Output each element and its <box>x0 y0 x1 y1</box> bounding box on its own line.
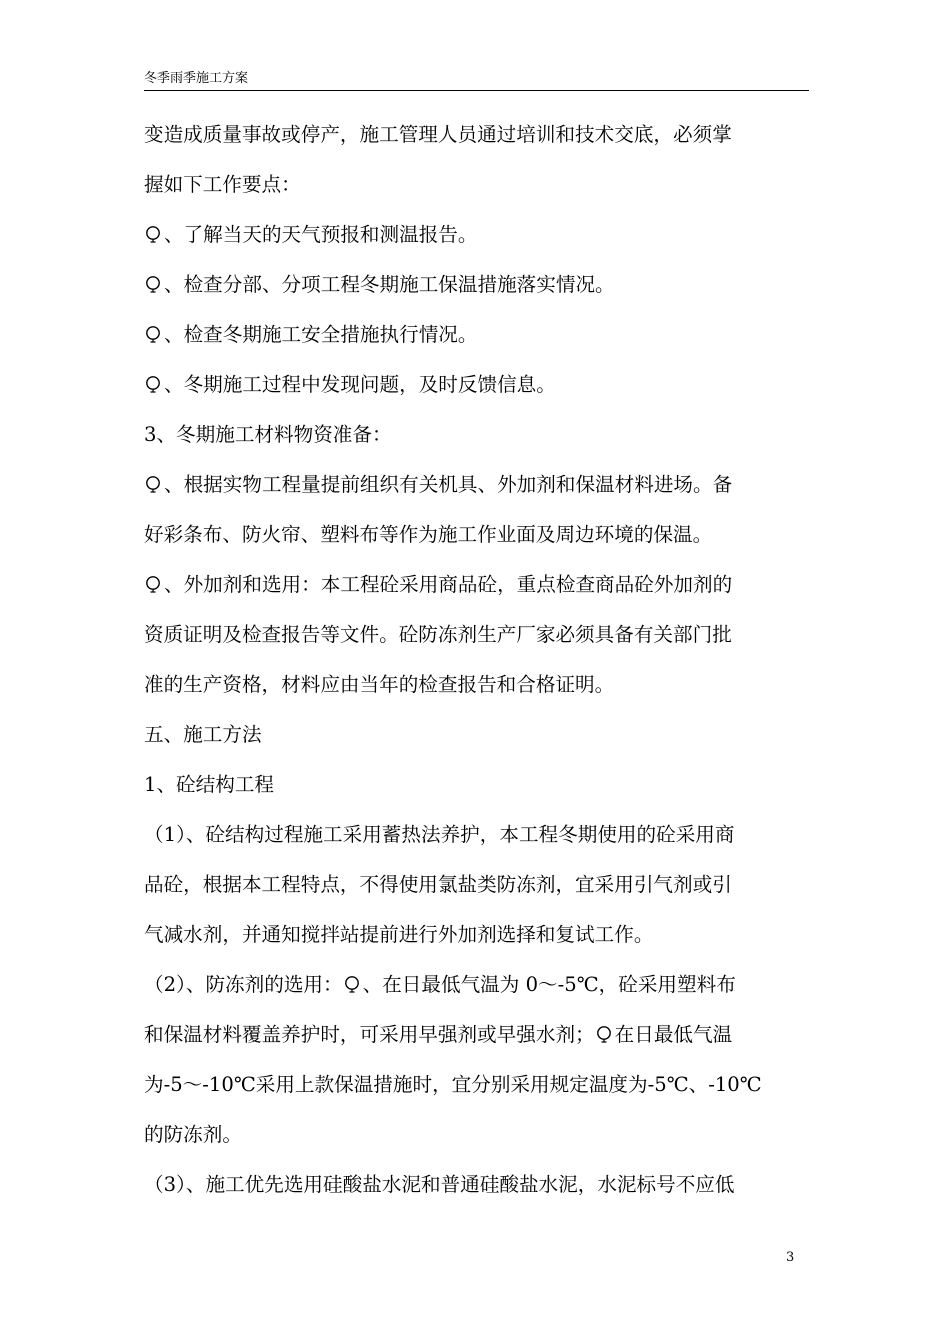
circled-number-glyph-icon <box>595 1025 613 1043</box>
header-title: 冬季雨季施工方案 <box>144 71 249 86</box>
line-text: 3、冬期施工材料物资准备： <box>144 423 392 446</box>
text-line <box>144 960 809 1010</box>
text-line <box>144 860 809 910</box>
line-text: 、冬期施工过程中发现问题，及时反馈信息。 <box>164 373 556 396</box>
circled-number-glyph-icon <box>144 325 162 343</box>
text-line <box>144 810 809 860</box>
text-line <box>144 760 809 810</box>
text-line <box>144 310 809 360</box>
line-text: 气减水剂，并通知搅拌站提前进行外加剂选择和复试工作。 <box>144 923 654 946</box>
line-text: 、检查分部、分项工程冬期施工保温措施落实情况。 <box>164 273 615 296</box>
circled-number-glyph-icon <box>144 475 162 493</box>
text-segment: （2）、防冻剂的选用： <box>144 973 343 996</box>
circled-number-glyph-icon <box>144 375 162 393</box>
line-text: 、检查冬期施工安全措施执行情况。 <box>164 323 478 346</box>
circled-number-glyph-icon <box>144 275 162 293</box>
text-segment: 在日最低气温 <box>614 1023 733 1046</box>
circled-number-glyph-icon <box>144 225 162 243</box>
line-text: 资质证明及检查报告等文件。砼防冻剂生产厂家必须具备有关部门批 <box>144 623 732 646</box>
text-line <box>144 460 809 510</box>
page-number: 3 <box>786 1250 795 1265</box>
running-header <box>144 70 809 91</box>
text-line <box>144 1060 809 1110</box>
line-text: 准的生产资格，材料应由当年的检查报告和合格证明。 <box>144 673 615 696</box>
line-text: （3）、施工优先选用硅酸盐水泥和普通硅酸盐水泥，水泥标号不应低 <box>144 1173 735 1196</box>
text-line <box>144 360 809 410</box>
text-line <box>144 660 809 710</box>
text-line <box>144 610 809 660</box>
text-segment: 、在日最低气温为 0～-5℃，砼采用塑料布 <box>362 973 736 996</box>
line-text: 好彩条布、防火帘、塑料布等作为施工作业面及周边环境的保温。 <box>144 523 713 546</box>
text-line <box>144 1110 809 1160</box>
text-line <box>144 260 809 310</box>
line-text: 握如下工作要点： <box>144 173 301 196</box>
text-line <box>144 510 809 560</box>
text-line <box>144 110 809 160</box>
body-text <box>144 110 809 1210</box>
line-text: 、根据实物工程量提前组织有关机具、外加剂和保温材料进场。备 <box>164 473 733 496</box>
line-text: 品砼，根据本工程特点，不得使用氯盐类防冻剂，宜采用引气剂或引 <box>144 873 732 896</box>
text-segment: 和保温材料覆盖养护时，可采用早强剂或早强水剂； <box>144 1023 595 1046</box>
line-text: 的防冻剂。 <box>144 1123 242 1146</box>
line-text: 为-5～-10℃采用上款保温措施时，宜分别采用规定温度为-5℃、-10℃ <box>144 1073 762 1096</box>
line-text: （1）、砼结构过程施工采用蓄热法养护，本工程冬期使用的砼采用商 <box>144 823 735 846</box>
line-text: 、了解当天的天气预报和测温报告。 <box>164 223 478 246</box>
text-line <box>144 910 809 960</box>
text-line <box>144 710 809 760</box>
line-text: 变造成质量事故或停产，施工管理人员通过培训和技术交底，必须掌 <box>144 123 732 146</box>
text-line <box>144 210 809 260</box>
circled-number-glyph-icon <box>144 575 162 593</box>
text-line <box>144 560 809 610</box>
text-line <box>144 160 809 210</box>
text-line <box>144 410 809 460</box>
circled-number-glyph-icon <box>343 975 361 993</box>
text-line <box>144 1010 809 1060</box>
line-text: 1、砼结构工程 <box>144 773 275 796</box>
text-line <box>144 1160 809 1210</box>
line-text: 、外加剂和选用：本工程砼采用商品砼，重点检查商品砼外加剂的 <box>164 573 733 596</box>
line-text: 五、施工方法 <box>144 723 262 746</box>
